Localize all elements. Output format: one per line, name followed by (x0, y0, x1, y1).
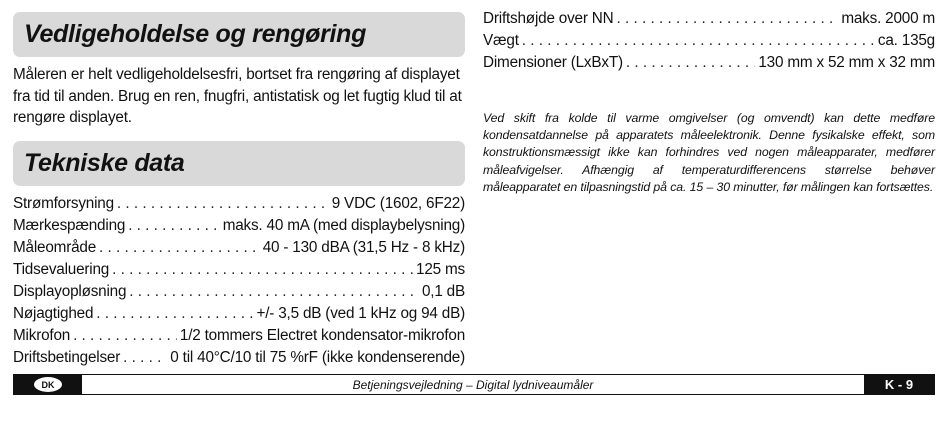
country-badge (14, 375, 82, 394)
tech-spec-list (13, 193, 465, 369)
maintenance-heading-box (13, 12, 465, 57)
leader-dots (117, 193, 329, 215)
right-column (483, 8, 935, 196)
page-footer (13, 374, 935, 395)
leader-dots (73, 325, 177, 347)
spec-value: maks. 40 mA (med displaybelysning) (222, 216, 465, 234)
leader-dots (626, 52, 755, 74)
maintenance-text: Måleren er helt vedligeholdelsesfri, bortset fra rengøring af displayet fra tid til anden. Brug en ren, fnugfri, antistatisk og let fugtig klud til at rengøre displayet. (13, 66, 462, 126)
leader-dots (96, 303, 253, 325)
spec-value: 130 mm x 52 mm x 32 mm (758, 54, 935, 71)
leader-dots (128, 215, 220, 237)
tech-heading: Tekniske data (24, 148, 185, 177)
spec-value: 40 - 130 dBA (31,5 Hz - 8 kHz) (262, 238, 465, 256)
spec-row-dimensions (483, 52, 935, 74)
spec-value: 125 ms (416, 260, 465, 278)
spec-value: 0,1 dB (421, 282, 465, 300)
country-code: DK (34, 377, 62, 392)
spec-row-power (13, 193, 465, 215)
spec-row-weight (483, 30, 935, 52)
spec-label: Måleområde (13, 238, 97, 256)
spec-label: Mærkespænding (13, 216, 126, 234)
leader-dots (129, 281, 419, 303)
spec-value: 1/2 tommers Electret kondensator-mikrofon (179, 326, 465, 344)
spec-label: Strømforsyning (13, 194, 114, 212)
leader-dots (112, 259, 413, 281)
leader-dots (123, 347, 167, 369)
condensation-note: Ved skift fra kolde til varme omgivelser (og omvendt) kan dette medføre kondensatdannelse på apparatets måleelektronik. Denne fysikalske effekt, som konstruktionsmæssigt ikke kan forhindres ved nogen måleapparater, medfører måleafvigelser. Afhængig af temperaturdifferencens størrelse behøver måleapparatet en tilpasningstid på ca. 15 – 30 minutter, før målingen kan fortsættes. (483, 111, 935, 194)
spec-label: Vægt (483, 32, 519, 49)
spec-row-range (13, 237, 465, 259)
spec-label: Driftsbetingelser (13, 348, 121, 366)
spec-value: 0 til 40°C/10 til 75 %rF (ikke kondenserende) (170, 348, 465, 366)
spec-label: Mikrofon (13, 326, 71, 344)
spec-label: Tidsevaluering (13, 260, 110, 278)
spec-label: Nøjagtighed (13, 304, 94, 322)
spec-label: Dimensioner (LxBxT) (483, 54, 623, 71)
tech-heading-box (13, 141, 465, 186)
left-column (13, 12, 465, 369)
spec-row-resolution (13, 281, 465, 303)
spec-value: 9 VDC (1602, 6F22) (331, 194, 465, 212)
spec-row-altitude (483, 8, 935, 30)
spec-value: +/- 3,5 dB (ved 1 kHz og 94 dB) (256, 304, 465, 322)
spec-value: maks. 2000 m (841, 10, 935, 27)
maintenance-heading: Vedligeholdelse og rengøring (24, 20, 367, 48)
spec-row-operating-conditions (13, 347, 465, 369)
spec-row-rated-current (13, 215, 465, 237)
spec-label: Driftshøjde over NN (483, 10, 614, 27)
leader-dots (99, 237, 260, 259)
spec-row-accuracy (13, 303, 465, 325)
spec-label: Displayopløsning (13, 282, 127, 300)
page-number: K - 9 (864, 375, 934, 394)
leader-dots (522, 30, 875, 52)
spec-row-microphone (13, 325, 465, 347)
extra-spec-list (483, 8, 935, 74)
footer-title: Betjeningsvejledning – Digital lydniveaumåler (352, 377, 594, 392)
leader-dots (617, 8, 839, 30)
spec-row-time-evaluation (13, 259, 465, 281)
spec-value: ca. 135g (877, 32, 935, 49)
